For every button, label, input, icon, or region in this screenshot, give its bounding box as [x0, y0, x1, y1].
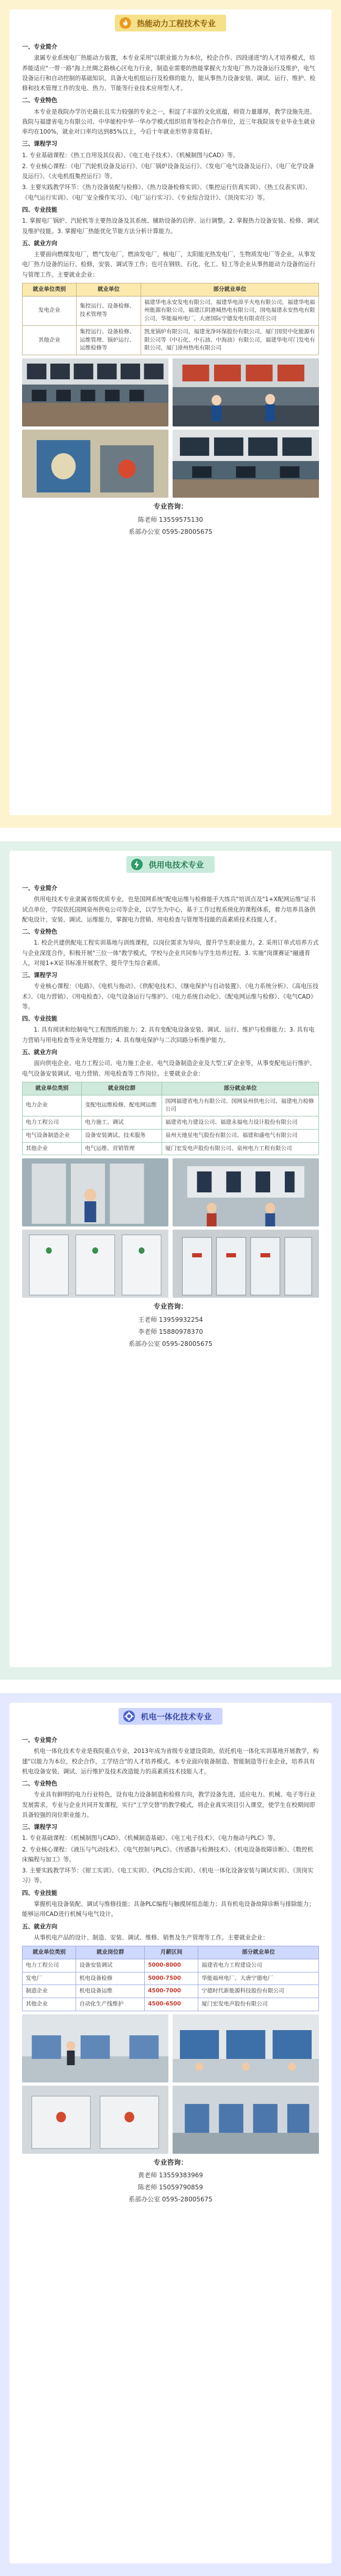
salary-cell: 4500-7000 [145, 1985, 198, 1998]
features-text: 本专业是我院办学历史最长且实力较强的专业之一，积淀了丰富的文化底蕴，师资力量雄厚，教学设施先进。我院与福建省电力有限公司、中华能校中华一华办学模式组织培育等校企合作单位，近三年我院该专业毕业生就业率均在100%，就业对口率均达到85%以上，今后十年就业形势非常看好。 [22, 108, 316, 136]
course-item: 3. 主要实践教学环节：《钳工实训》、《电工实训》、《PLC综合实训》、《机电一体化设备安装与调试实训》、《顶岗实习》等。 [22, 1867, 314, 1884]
table-cell: 集控运行、设备检修、技术管理等 [77, 296, 141, 325]
table-row [23, 1142, 319, 1155]
table-header-cell: 就业岗位群 [76, 1946, 145, 1959]
section-heading: 四、专业技能 [22, 1889, 58, 1897]
employment-table [22, 1946, 319, 2011]
intro-text: 机电一体化技术专业是我院重点专业，2013年成为省级专业建设资助，依托机电一体化实训基地开展教学，构建"以能力为本位，校企合作，工学结合"的人才培养模式。本专业面向装备制造、智能制造等行业企业，培养具有机电设备安装、调试、运行维护及技术改造能力的高素质技术技能人才。 [22, 1748, 319, 1775]
program-content [9, 878, 332, 1350]
section-heading: 五、就业方向 [22, 1048, 58, 1056]
course-item: 专业核心课程：《电路》、《电机与拖动》、《供配电技术》、《继电保护与自动装置》、《电力系统分析》、《高电压技术》、《电力营销》、《用电检查》、《电气设备运行与维护》、《电力系统自动化》、《配电网运维与检修》、《电气CAD》等。 [22, 983, 318, 1010]
program-title: 热能动力工程技术专业 [115, 15, 226, 31]
contact-line: 系部办公室 0595-28005675 [129, 1340, 212, 1347]
control-room-photo [22, 358, 168, 426]
table-cell: 华能福州电厂、大唐宁德电厂 [198, 1972, 319, 1985]
section-heading: 三、课程学习 [22, 972, 58, 979]
table-row [23, 1972, 319, 1985]
employment-table [22, 283, 319, 355]
table-header-cell: 就业单位 [77, 283, 141, 296]
features-text: 专业具有鲜明的电力行业特色，设有电力设备制造和检修方向，教学设备先进，适应电力、机械、电子等行业发展需求。专业与企业共同开发课程，实行"工学交替"的教学模式，将企业真实项目引入课堂，使学生在校期间即具备较强的岗位职业能力。 [22, 1791, 316, 1818]
table-header-cell: 就业单位类别 [23, 1082, 82, 1095]
table-cell: 厦门宏发电声股份有限公司 [198, 1998, 319, 2011]
gear-icon [123, 1710, 135, 1723]
table-header-cell: 就业岗位群 [82, 1082, 162, 1095]
jobs-text: 从事机电产品的设计、制造、安装、调试、维修、销售及生产管理等工作。主要就业企业： [34, 1934, 269, 1941]
table-cell: 集控运行、设备检修、运维管理、锅炉运行、运维检修等 [77, 325, 141, 355]
section-heading: 一、专业简介 [22, 1737, 58, 1744]
table-cell: 电力工程公司 [23, 1959, 76, 1972]
table-header-cell: 部分就业单位 [198, 1946, 319, 1959]
table-row [23, 1095, 319, 1116]
control-room-photo [173, 430, 319, 498]
table-header-row [23, 1946, 319, 1959]
table-cell: 其他企业 [23, 1142, 82, 1155]
skills-text: 1. 掌握电厂锅炉、汽轮机等主要热设备及其系统、辅助设备的启停、运行调整。2. 掌握热力设备安装、检修、调试及维护技能。3. 掌握电厂热能优化节能方法分析计算能力。 [22, 217, 319, 235]
table-cell: 设备安装调试、技术服务 [82, 1129, 162, 1142]
salary-cell: 5000-8000 [145, 1959, 198, 1972]
contact-title: 专业咨询： [153, 2158, 188, 2167]
course-item: 2. 专业核心课程：《液压与气动技术》、《电气控制与PLC》、《传感器与检测技术》、《机电设备故障诊断》、《数控机床编程与加工》等。 [22, 1846, 314, 1863]
photo-row [22, 1158, 319, 1226]
table-row [23, 296, 319, 325]
table-cell: 厦门宏发电声股份有限公司、泉州电力工程有限公司 [162, 1142, 319, 1155]
table-cell: 电气运维、营销管理 [82, 1142, 162, 1155]
program-card [9, 851, 332, 1667]
contact-line: 系部办公室 0595-28005675 [129, 2196, 212, 2204]
contact-line: 陈老师 13559575130 [138, 516, 203, 523]
training-photo [22, 1158, 168, 1226]
table-cell: 变配电运维检修、配电网运维 [82, 1095, 162, 1116]
photo-row [22, 358, 319, 426]
section-heading: 三、课程学习 [22, 1824, 58, 1831]
table-row [23, 1129, 319, 1142]
salary-cell: 4500-6500 [145, 1998, 198, 2011]
program-panel-power-supply [0, 841, 341, 1680]
course-item: 1. 专业基础课程：《机械制图与CAD》、《机械制造基础》、《电工电子技术》、《电力拖动与PLC》等。 [22, 1835, 279, 1842]
program-title: 机电一体化技术专业 [119, 1708, 222, 1725]
table-row [23, 1116, 319, 1130]
equipment-photo [22, 430, 168, 498]
table-cell: 泉州天地星电气股份有限公司、福建和盛电气有限公司 [162, 1129, 319, 1142]
program-content [9, 37, 332, 538]
jobs-text: 主要面向燃煤发电厂，燃气发电厂，燃油发电厂，核电厂，太阳能光热发电厂，生物质发电厂等企业，从事发电厂热力设备的运行、检修，安装、调试等工作；也可在钢铁、石化、化工、轻工等企业从事热能动力设备的运行与管理工作。主要就业企业： [22, 251, 316, 278]
contact-block [22, 2157, 319, 2206]
program-title: 供用电技术专业 [126, 856, 214, 873]
contact-line: 系部办公室 0595-28005675 [129, 528, 212, 535]
table-cell: 机电设备检修 [76, 1972, 145, 1985]
lab-photo [22, 2014, 168, 2082]
flame-icon [119, 17, 132, 29]
table-cell: 发电厂 [23, 1972, 76, 1985]
table-header-cell: 部分就业单位 [141, 283, 319, 296]
section-heading: 四、专业技能 [22, 1015, 58, 1023]
table-header-row [23, 283, 319, 296]
table-cell: 电气设备制造企业 [23, 1129, 82, 1142]
table-header-cell: 月薪区间 [145, 1946, 198, 1959]
contact-line: 李老师 15880978370 [138, 1328, 203, 1335]
training-photo [173, 1158, 319, 1226]
table-cell: 发电企业 [23, 296, 77, 325]
title-bar [9, 851, 332, 878]
salary-cell: 5000-7500 [145, 1972, 198, 1985]
contact-block [22, 501, 319, 538]
title-bar [9, 9, 332, 37]
intro-text: 隶属专业系统电厂热能动力装置，本专业采用"以职业能力为本位，校企合作、四段递进"的人才培养模式，培养能适应"一带一路"海上丝绸之路核心区电力行业，制造业需要的热能掌握火力发电厂热力设备运行及维护，电气设备运行和自动控制的基础知识，具备火电机组运行及检修的能力，能从事热力设备安装、调试、运行、维护、检修和技术管理工作的发电、热力、节能等行业技术应用型人才。 [22, 54, 316, 92]
contact-line: 王老师 13959932254 [138, 1316, 203, 1323]
control-room-photo [173, 358, 319, 426]
intro-text: 供用电技术专业隶属省级优质专业，也是国网系统"配电运维与检修能手大练兵"培训点及"1+X配网运维"证书试点单位，学院依托国网泉州供电公司等企业，以学生为中心，基于工作过程系统化的课程体系，着力培养具备供配电设计、安装、调试、运维能力，掌握电力营销、用电检查与管理等技能的高素质技术技能人才。 [22, 896, 316, 923]
course-item: 3. 主要实践教学环节：《热力设备装配与检修》、《热力设备检修实训》、《集控运行仿真实训》、《热工仪表实训》、《电气运行实训》、《电厂安全操作实习》、《电厂运行实习》、《专业综合设计》、《顶岗实习》等。 [22, 184, 312, 201]
table-header-cell: 就业单位类别 [23, 1946, 76, 1959]
section-heading: 一、专业简介 [22, 43, 58, 50]
skills-text: 1. 具有阅读和绘制电气工程图纸的能力；2. 具有变配电设备安装、调试、运行、维护与检修能力；3. 具有电力营销与用电检查等业务处理能力；4. 具有继电保护与二次回路分析维护能力。 [22, 1026, 315, 1044]
table-cell: 电力企业 [23, 1095, 82, 1116]
section-heading: 二、专业特色 [22, 928, 58, 936]
table-cell: 福建省电力工程建设公司 [198, 1959, 319, 1972]
contact-line: 陈老师 15059790859 [138, 2184, 203, 2191]
contact-block [22, 1301, 319, 1350]
table-cell: 其他企业 [23, 1998, 76, 2011]
table-row [23, 1998, 319, 2011]
program-panel-thermal [0, 0, 341, 828]
workshop-photo [22, 2086, 168, 2154]
table-cell: 机电设备运维 [76, 1985, 145, 1998]
section-heading: 二、专业特色 [22, 1780, 58, 1788]
section-heading: 五、就业方向 [22, 1923, 58, 1930]
table-cell: 福建省电力建设公司、福建永福电力设计股份有限公司 [162, 1116, 319, 1130]
table-cell: 设备安装调试 [76, 1959, 145, 1972]
table-cell: 宁德时代新能源科技股份有限公司 [198, 1985, 319, 1998]
section-heading: 五、就业方向 [22, 239, 58, 247]
table-cell: 其他企业 [23, 325, 77, 355]
table-cell: 电力施工、调试 [82, 1116, 162, 1130]
workshop-photo [173, 2086, 319, 2154]
table-cell: 电力工程公司 [23, 1116, 82, 1130]
program-content [9, 1730, 332, 2206]
contact-title: 专业咨询： [153, 1303, 188, 1311]
table-header-cell: 就业单位类别 [23, 283, 77, 296]
table-cell: 自动化生产线维护 [76, 1998, 145, 2011]
contact-line: 黄老师 13559383969 [138, 2172, 203, 2179]
section-heading: 一、专业简介 [22, 885, 58, 892]
photo-row [22, 430, 319, 498]
employment-table [22, 1082, 319, 1156]
contact-title: 专业咨询： [153, 503, 188, 511]
title-bar [9, 1703, 332, 1730]
lab-photo [173, 2014, 319, 2082]
section-heading: 三、课程学习 [22, 140, 58, 148]
program-panel-mechatronics [0, 1693, 341, 2576]
skills-text: 掌握机电设备装配、调试与维修技能；具备PLC编程与触摸屏组态能力；具有机电设备故障诊断与排除能力；能够运用CAD进行机械与电气设计。 [22, 1900, 315, 1918]
photo-row [22, 2014, 319, 2082]
table-cell: 制造企业 [23, 1985, 76, 1998]
course-item: 1. 专业基础课程：《热工自用及其仪表》、《电工电子技术》、《机械制图与CAD》等。 [22, 151, 239, 159]
table-cell: 凯龙锅炉有限公司，福建龙净环保股份有限公司，厦门国贸中化能源有限公司等（中石化、中石油、中海油）有限公司，福建华电可门发电有限公司，厦门漳州热电有限公司 [141, 325, 319, 355]
table-header-row [23, 1082, 319, 1095]
table-row [23, 325, 319, 355]
table-cell: 福建华电永安发电有限公司，福建华电漳平火电有限公司，福建华电福州能源有限公司，福建江阴港城热电有限公司，国电福建永安热电有限公司，华能福州电厂，大唐国际宁德发电有限责任公司 [141, 296, 319, 325]
lightning-icon [131, 858, 143, 871]
photo-row [22, 1230, 319, 1298]
program-card [9, 1703, 332, 2563]
section-heading: 四、专业技能 [22, 206, 58, 213]
switchgear-photo [22, 1230, 168, 1298]
table-header-cell: 部分就业单位 [162, 1082, 319, 1095]
table-row [23, 1985, 319, 1998]
switchgear-photo [173, 1230, 319, 1298]
course-item: 2. 专业核心课程：《电厂汽轮机设备及运行》、《电厂锅炉设备及运行》、《发电厂电气设备及运行》、《电厂化学设备及运行》、《火电机组集控运行》等。 [22, 162, 314, 180]
section-heading: 二、专业特色 [22, 97, 58, 104]
features-text: 1. 校企共建供配电工程实训基地与训练课程，以岗位需求为导向，提升学生职业能力。2. 采用订单式培养方式与企业深度合作，积极开展"三位一体"教学模式，学校与企业共同参与学生培养过程。3. 实施"岗课赛证"融通育人，对接1+X证书标准开展教学，提升学生综合素质。 [22, 939, 319, 967]
photo-row [22, 2086, 319, 2154]
program-card [9, 9, 332, 815]
table-row [23, 1959, 319, 1972]
jobs-text: 面向供电企业、电力工程公司、电力施工企业、电气设备制造企业及大型工矿企业等，从事变配电运行维护、电气设备安装调试、电力营销、用电检查等工作岗位。主要就业企业： [22, 1060, 316, 1077]
table-cell: 国网福建省电力有限公司、国网泉州供电公司、福建电力检修公司 [162, 1095, 319, 1116]
